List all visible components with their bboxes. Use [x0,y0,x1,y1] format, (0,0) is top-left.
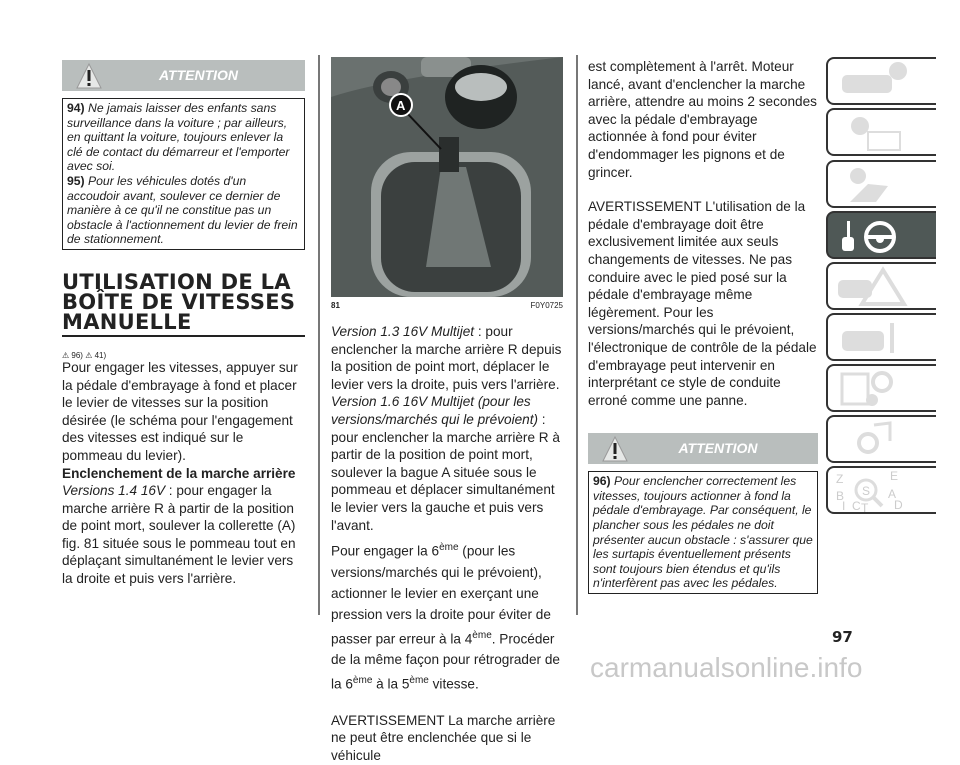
seatbelt-airbag-icon [828,162,928,206]
column-divider [318,55,320,615]
tab-maintenance[interactable] [826,313,936,361]
reference-icons: ⚠ 96) ⚠ 41) [62,350,107,360]
document-gears-icon [828,366,928,410]
index-letter: A [888,487,899,501]
index-letter: C [852,499,864,512]
index-letter: S [862,484,871,498]
page-number: 97 [832,628,853,646]
index-letter: T [861,501,872,512]
figure-caption: 81 F0Y0725 [331,301,563,310]
tab-car-info[interactable] [826,57,936,105]
attention-box: 94) Ne jamais laisser des enfants sans surveillance dans la voiture ; par ailleurs, en quittant la voiture, toujours enlever la clé de contact du démarreur et l'emporter avec soi. 95) Pour les véhicules dotés d'un accoudoir avant, soulever ce dernier de manière à ce qu'il ne constitue pas un obstacle à l'actionnement du levier de frein de stationnement. [62,98,305,250]
key-steering-wheel-icon [828,213,928,257]
attention-header: ATTENTION [588,433,818,464]
column-2: A 81 F0Y0725 Version 1.3 16V Multijet : pour enclencher la marche arrière R depuis la position de point mort, déplacer le levier vers la droite, puis vers l'arrière. Version 1.6 16V Multijet (pour les versions/marchés qui le prévoient) : pour enclencher la marche arrière R à partir de la position de point mort, soulever la bague A située sous le pommeau et déplacer simultanément le levier vers la gauche et puis vers l'avant. Pour engager la 6ème (pour les versions/marchés qui le prévoient), actionner le levier en exerçant une pression vers la droite pour éviter de passer par erreur à la 4ème. Procéder de la même façon pour rétrograder de la 6ème à la 5ème vitesse. AVERTISSEMENT La marche arrière ne peut être enclenchée que si le véhicule [331,57,563,765]
tab-emergency[interactable] [826,262,936,310]
index-letters [836,469,906,512]
index-letter: D [894,498,906,512]
column-divider [576,55,578,615]
index-magnifier-icon [828,468,928,512]
tab-technical-data[interactable] [826,364,936,412]
index-letter: I [842,499,849,512]
column-3: est complètement à l'arrêt. Moteur lancé, avant d'enclencher la marche arrière, attendre au moins 2 secondes avec la pédale d'embrayage actionnée à fond pour éviter d'endommager les pignons et de grincer. AVERTISSEMENT L'utilisation de la pédale d'embrayage doit être exclusivement limitée aux seuls changements de vitesses. Ne pas conduire avec le pied posé sur la pédale d'embrayage même légèrement. Pour les versions/marchés qui le prévoient, l'électronique de contrôle de la pédale d'embrayage peut intervenir en interprétant ce style de conduite erroné comme une panne. ATTENTION 96) Pour enclencher correctement les vitesses, toujours actionner à fond la pédale d'embrayage. Par conséquent, le plancher sous les pédales ne doit présenter aucun obstacle : s'assurer que les surtapis éventuellement présents sont toujours bien étendus et qu'ils n'interfèrent pas avec les pédales. [588,58,818,594]
emergency-triangle-icon [828,264,928,308]
tab-multimedia[interactable] [826,415,936,463]
car-wrench-icon [828,315,928,359]
attention-header: ATTENTION [62,60,305,91]
tab-starting-driving[interactable] [826,211,936,259]
car-info-icon [828,59,928,103]
multimedia-music-icon [828,417,928,461]
index-letter: E [890,469,902,483]
tab-index[interactable] [826,466,936,514]
tab-warning-lights-messages[interactable] [826,108,936,156]
column-1: ATTENTION 94) Ne jamais laisser des enfants sans surveillance dans la voiture ; par ailleurs, en quittant la voiture, toujours enlever la clé de contact du démarreur et l'emporter avec soi. 95) Pour les véhicules dotés d'un accoudoir avant, soulever ce dernier de manière à ce qu'il ne constitue pas un obstacle à l'actionnement du levier de frein de stationnement. UTILISATION DE LA BOÎTE DE VITESSES MANUELLE ⚠ 96) ⚠ 41) Pour engager les vitesses, appuyer sur la pédale d'embrayage à fond et placer le levier de vitesses sur la position désirée (le schéma pour l'engagement des vitesses est indiqué sur le pommeau du levier). Enclenchement de la marche arrière Versions 1.4 16V : pour engager la marche arrière R à partir de la position de point mort, soulever la collerette (A) fig. 81 située sous le pommeau tout en déplaçant simultanément le levier vers la droite et puis vers l'arrière. [62,60,305,588]
warning-light-envelope-icon [828,110,928,154]
figure-81-gear-lever [331,57,563,297]
warning-text: AVERTISSEMENT L'utilisation de la pédale d'embrayage doit être exclusivement limitée aux seuls changements de vitesses. Ne pas conduire avec le pied posé sur la pédale d'embrayage même légèrement. Pour les versions/marchés qui le prévoient, l'électronique de contrôle de la pédale d'embrayage peut intervenir en interprétant ce style de conduite erroné comme une panne. [588,199,817,408]
note-icon: ⚠ [85,350,93,360]
warning-text: AVERTISSEMENT La marche arrière ne peut être enclenchée que si le véhicule [331,712,556,763]
index-letter: Z [836,472,847,486]
attention-box: 96) Pour enclencher correctement les vitesses, toujours actionner à fond la pédale d'embrayage. Par conséquent, le plancher sous les pédales ne doit présenter aucun obstacle : s'assurer que les surtapis éventuellement présents sont toujours bien étendus et qu'ils n'interfèrent pas avec les pédales. [588,471,818,594]
tab-safety[interactable] [826,160,936,208]
warning-icon: ⚠ [62,350,70,360]
section-title: UTILISATION DE LA BOÎTE DE VITESSES MANUELLE [62,272,305,337]
index-letter: B [836,489,848,503]
watermark: carmanualsonline.info [590,652,863,683]
gear-lever-illustration [331,57,563,297]
callout-a: A [396,98,406,113]
